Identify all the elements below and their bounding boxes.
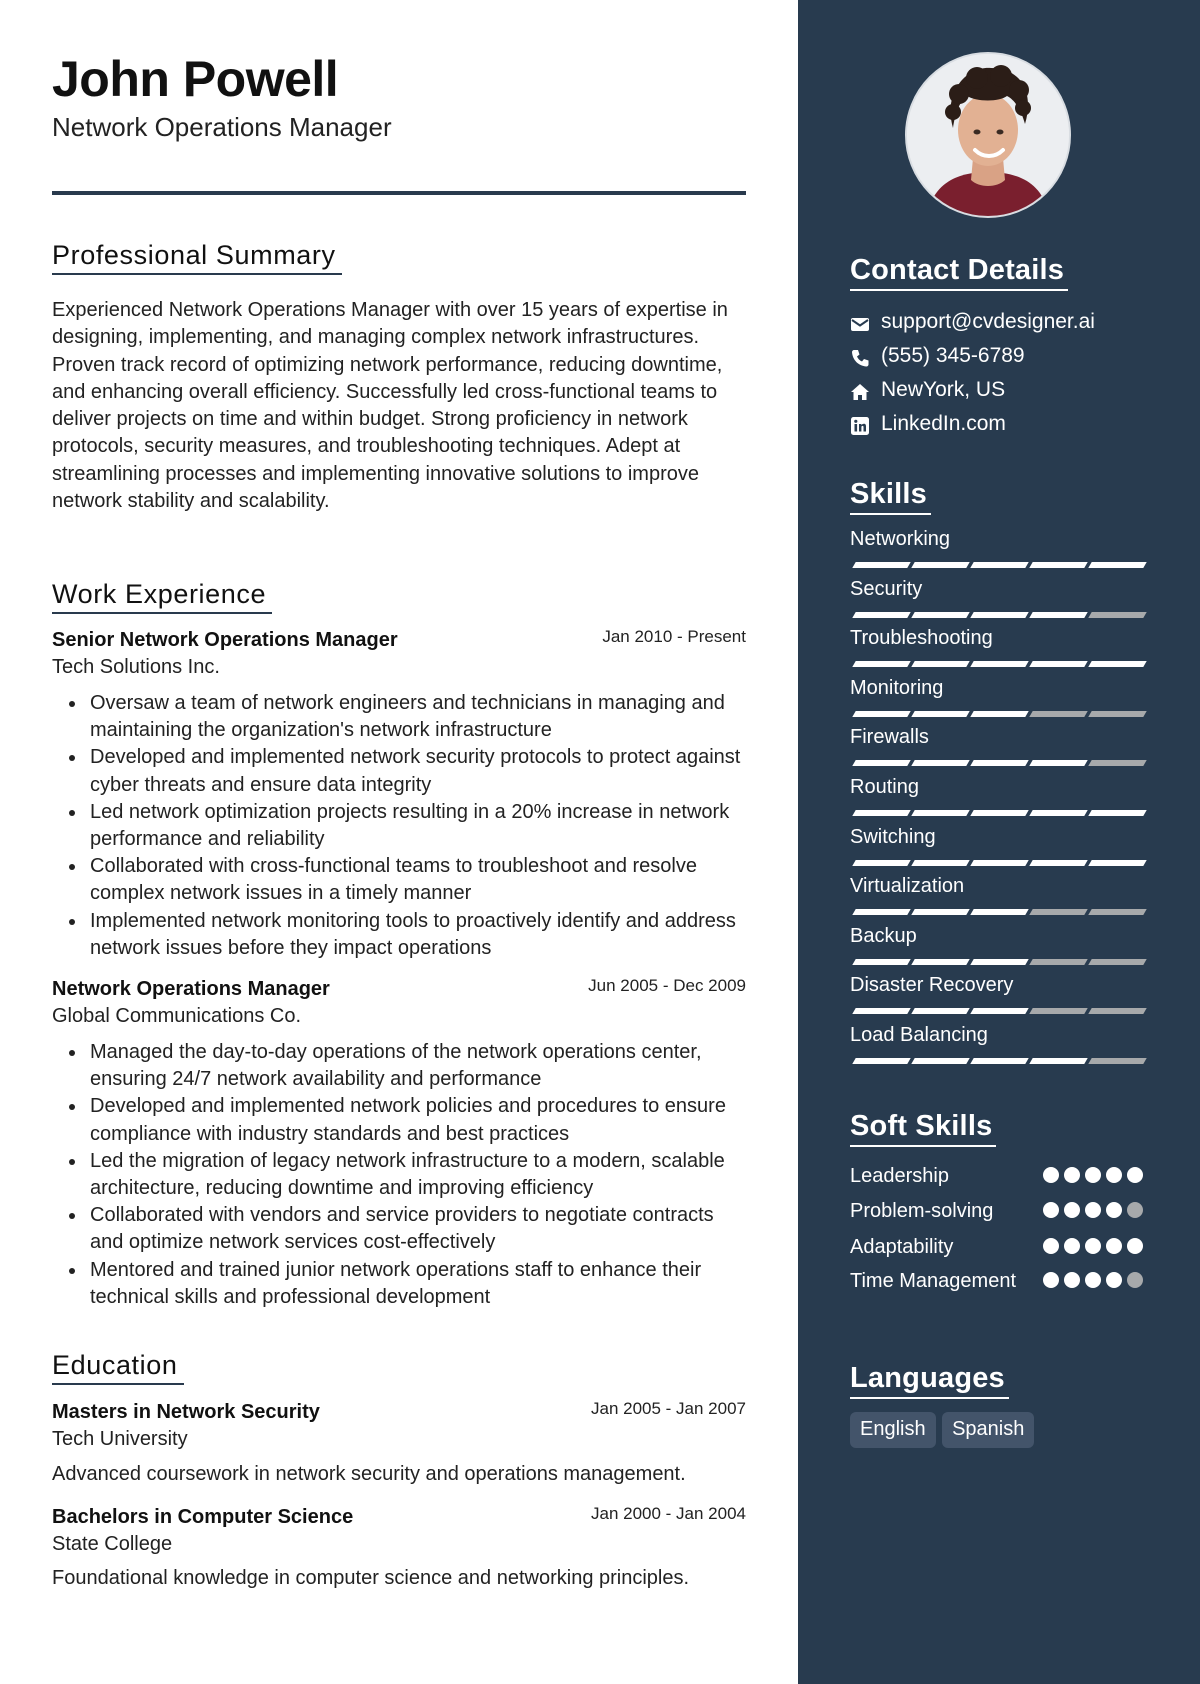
job-bullet: Collaborated with vendors and service providers to negotiate contracts and optimize network services cost-effectively (90, 1202, 746, 1256)
rating-dot-filled (1064, 1272, 1080, 1288)
education-degree: Masters in Network Security (52, 1401, 320, 1423)
skill-item (850, 826, 1145, 872)
skill-segment-empty (1088, 711, 1146, 717)
skill-segment-filled (970, 661, 1028, 667)
skill-segment-filled (1088, 562, 1146, 568)
skill-segment-filled (852, 959, 910, 965)
experience-heading: Work Experience (52, 579, 272, 614)
skill-name: Routing (850, 776, 919, 798)
job-bullet: Implemented network monitoring tools to proactively identify and address network issues before they impact operations (90, 908, 746, 962)
rating-dot-filled (1085, 1202, 1101, 1218)
skill-rating-bar (850, 860, 1145, 866)
skill-segment-filled (911, 860, 969, 866)
profile-photo (905, 52, 1071, 218)
skill-item (850, 776, 1145, 822)
rating-dot-filled (1064, 1202, 1080, 1218)
job-company: Tech Solutions Inc. (52, 656, 220, 678)
skill-rating-bar (850, 711, 1145, 717)
education-header (52, 1506, 746, 1532)
soft-skill-name: Leadership (850, 1165, 949, 1187)
skill-segment-filled (1029, 860, 1087, 866)
sidebar (798, 0, 1200, 1684)
skill-segment-empty (1088, 760, 1146, 766)
skill-rating-bar (850, 612, 1145, 618)
job-header (52, 629, 746, 655)
contact-location-text: NewYork, US (881, 378, 1006, 401)
skill-item (850, 1024, 1145, 1070)
skill-segment-filled (911, 612, 969, 618)
skill-item (850, 875, 1145, 921)
rating-dot-filled (1106, 1272, 1122, 1288)
skill-name: Backup (850, 925, 917, 947)
rating-dot-filled (1106, 1202, 1122, 1218)
contact-linkedin[interactable] (850, 412, 1145, 440)
contact-phone-text: (555) 345-6789 (881, 344, 1025, 367)
skill-segment-empty (1088, 909, 1146, 915)
job-bullets (52, 690, 746, 962)
skill-segment-filled (1029, 1058, 1087, 1064)
soft-skill-name: Time Management (850, 1270, 1016, 1292)
skill-segment-empty (1088, 1008, 1146, 1014)
skill-item (850, 974, 1145, 1020)
skill-segment-filled (852, 711, 910, 717)
skill-segment-filled (970, 1008, 1028, 1014)
skill-segment-filled (970, 810, 1028, 816)
education-description: Foundational knowledge in computer science and networking principles. (52, 1567, 690, 1589)
contact-email[interactable] (850, 310, 1145, 338)
skill-segment-filled (852, 810, 910, 816)
skill-segment-filled (1088, 860, 1146, 866)
soft-skill-rating (1043, 1238, 1145, 1254)
education-heading: Education (52, 1350, 184, 1385)
education-description: Advanced coursework in network security and operations management. (52, 1463, 686, 1485)
job-bullet: Collaborated with cross-functional teams to troubleshoot and resolve complex network issues in a timely manner (90, 853, 746, 907)
job-date: Jan 2010 - Present (602, 627, 746, 646)
skill-segment-empty (1029, 909, 1087, 915)
skill-rating-bar (850, 562, 1145, 568)
skill-name: Switching (850, 826, 936, 848)
rating-dot-filled (1127, 1238, 1143, 1254)
skills-heading: Skills (850, 478, 931, 515)
skill-segment-filled (852, 760, 910, 766)
skill-name: Firewalls (850, 726, 929, 748)
rating-dot-empty (1127, 1202, 1143, 1218)
skill-segment-filled (970, 1058, 1028, 1064)
rating-dot-filled (1085, 1272, 1101, 1288)
skill-segment-filled (970, 562, 1028, 568)
skill-segment-filled (1029, 661, 1087, 667)
job-bullets (52, 1039, 746, 1311)
skill-segment-filled (911, 1008, 969, 1014)
job-bullet: Led the migration of legacy network infrastructure to a modern, scalable architecture, reducing downtime and improving efficiency (90, 1148, 746, 1202)
education-date: Jan 2005 - Jan 2007 (590, 1399, 746, 1418)
languages-list (850, 1412, 1036, 1448)
skill-segment-empty (1088, 612, 1146, 618)
skill-segment-filled (970, 612, 1028, 618)
skill-rating-bar (850, 661, 1145, 667)
rating-dot-filled (1064, 1238, 1080, 1254)
skill-rating-bar (850, 810, 1145, 816)
contact-email-text: support@cvdesigner.ai (881, 310, 1095, 333)
rating-dot-filled (1106, 1238, 1122, 1254)
job-bullet: Mentored and trained junior network operations staff to enhance their technical skills and professional development (90, 1257, 746, 1311)
job-bullet: Developed and implemented network security protocols to protect against cyber threats and ensure data integrity (90, 744, 746, 798)
rating-dot-filled (1085, 1238, 1101, 1254)
skill-segment-filled (911, 711, 969, 717)
soft-skill-rating (1043, 1272, 1145, 1288)
skill-segment-filled (852, 860, 910, 866)
skill-segment-filled (1029, 612, 1087, 618)
linkedin-icon (850, 416, 870, 436)
skill-segment-filled (970, 711, 1028, 717)
soft-skills-heading: Soft Skills (850, 1110, 996, 1147)
skill-item (850, 677, 1145, 723)
envelope-icon (850, 314, 870, 334)
soft-skill-rating (1043, 1167, 1145, 1183)
skill-segment-filled (1029, 760, 1087, 766)
job-date: Jun 2005 - Dec 2009 (588, 976, 746, 995)
skill-name: Networking (850, 528, 951, 550)
skill-segment-filled (911, 909, 969, 915)
job-bullet: Led network optimization projects resulting in a 20% increase in network performance and reliability (90, 799, 746, 853)
job-role: Senior Network Operations Manager (52, 629, 398, 651)
contact-linkedin-text: LinkedIn.com (881, 412, 1006, 435)
skill-segment-filled (970, 860, 1028, 866)
rating-dot-empty (1127, 1272, 1143, 1288)
rating-dot-filled (1106, 1167, 1122, 1183)
language-pill: Spanish (942, 1412, 1034, 1448)
skill-name: Troubleshooting (850, 627, 993, 649)
skill-segment-filled (911, 959, 969, 965)
soft-skill-rating (1043, 1202, 1145, 1218)
home-icon (850, 382, 870, 402)
skill-item (850, 528, 1145, 574)
skill-segment-filled (911, 562, 969, 568)
rating-dot-filled (1085, 1167, 1101, 1183)
education-degree: Bachelors in Computer Science (52, 1506, 354, 1528)
skill-rating-bar (850, 959, 1145, 965)
contact-phone[interactable] (850, 344, 1145, 372)
skill-segment-filled (970, 760, 1028, 766)
summary-heading: Professional Summary (52, 240, 342, 275)
rating-dot-filled (1043, 1202, 1059, 1218)
skill-name: Security (850, 578, 923, 600)
skill-segment-filled (852, 1058, 910, 1064)
skill-rating-bar (850, 760, 1145, 766)
job-bullet: Developed and implemented network policies and procedures to ensure compliance with industry standards and best practices (90, 1093, 746, 1147)
skill-segment-filled (852, 1008, 910, 1014)
education-school: Tech University (52, 1428, 188, 1450)
skill-item (850, 578, 1145, 624)
skill-name: Load Balancing (850, 1024, 988, 1046)
job-company: Global Communications Co. (52, 1005, 301, 1027)
education-school: State College (52, 1533, 173, 1555)
languages-heading: Languages (850, 1362, 1009, 1399)
skill-segment-empty (1029, 959, 1087, 965)
skill-rating-bar (850, 1058, 1145, 1064)
contact-heading: Contact Details (850, 254, 1068, 291)
phone-icon (850, 348, 870, 368)
rating-dot-filled (1127, 1167, 1143, 1183)
skill-segment-filled (1088, 661, 1146, 667)
skill-rating-bar (850, 1008, 1145, 1014)
skill-item (850, 925, 1145, 971)
skill-segment-filled (970, 909, 1028, 915)
soft-skill-name: Problem-solving (850, 1200, 994, 1222)
skill-item (850, 627, 1145, 673)
skill-segment-filled (852, 562, 910, 568)
soft-skill-name: Adaptability (850, 1236, 954, 1258)
skill-segment-empty (1029, 711, 1087, 717)
header-divider (52, 191, 746, 195)
job-role: Network Operations Manager (52, 978, 330, 1000)
skill-segment-filled (911, 661, 969, 667)
skill-rating-bar (850, 909, 1145, 915)
skill-segment-filled (1088, 810, 1146, 816)
skill-segment-filled (1029, 810, 1087, 816)
skill-segment-filled (852, 612, 910, 618)
skill-name: Disaster Recovery (850, 974, 1014, 996)
language-pill: English (850, 1412, 936, 1448)
rating-dot-filled (1043, 1167, 1059, 1183)
avatar-illustration (907, 54, 1069, 216)
skill-segment-filled (852, 909, 910, 915)
job-header (52, 978, 746, 1004)
summary-text: Experienced Network Operations Manager with over 15 years of expertise in designing, implementing, and managing complex network infrastructures. Proven track record of optimizing network performance, reducing downtime, and enhancing overall efficiency. Successfully led cross-functional teams to deliver projects on time and within budget. Strong proficiency in network protocols, security measures, and troubleshooting techniques. Adept at streamlining processes and implementing innovative solutions to improve network stability and scalability. (52, 299, 728, 513)
skill-segment-filled (911, 1058, 969, 1064)
contact-location (850, 378, 1145, 406)
rating-dot-filled (1064, 1167, 1080, 1183)
candidate-name: John Powell (52, 51, 339, 107)
education-date: Jan 2000 - Jan 2004 (590, 1504, 746, 1523)
education-header (52, 1401, 746, 1427)
candidate-title: Network Operations Manager (52, 112, 392, 142)
job-bullet: Managed the day-to-day operations of the network operations center, ensuring 24/7 network availability and performance (90, 1039, 746, 1093)
skill-segment-empty (1088, 1058, 1146, 1064)
skill-segment-empty (1088, 959, 1146, 965)
rating-dot-filled (1043, 1238, 1059, 1254)
job-bullet: Oversaw a team of network engineers and technicians in managing and maintaining the organization's network infrastructure (90, 690, 746, 744)
skill-segment-filled (970, 959, 1028, 965)
skill-segment-empty (1029, 1008, 1087, 1014)
skill-name: Monitoring (850, 677, 944, 699)
skill-item (850, 726, 1145, 772)
rating-dot-filled (1043, 1272, 1059, 1288)
skill-segment-filled (1029, 562, 1087, 568)
skill-segment-filled (911, 760, 969, 766)
skill-name: Virtualization (850, 875, 965, 897)
skill-segment-filled (852, 661, 910, 667)
skill-segment-filled (911, 810, 969, 816)
